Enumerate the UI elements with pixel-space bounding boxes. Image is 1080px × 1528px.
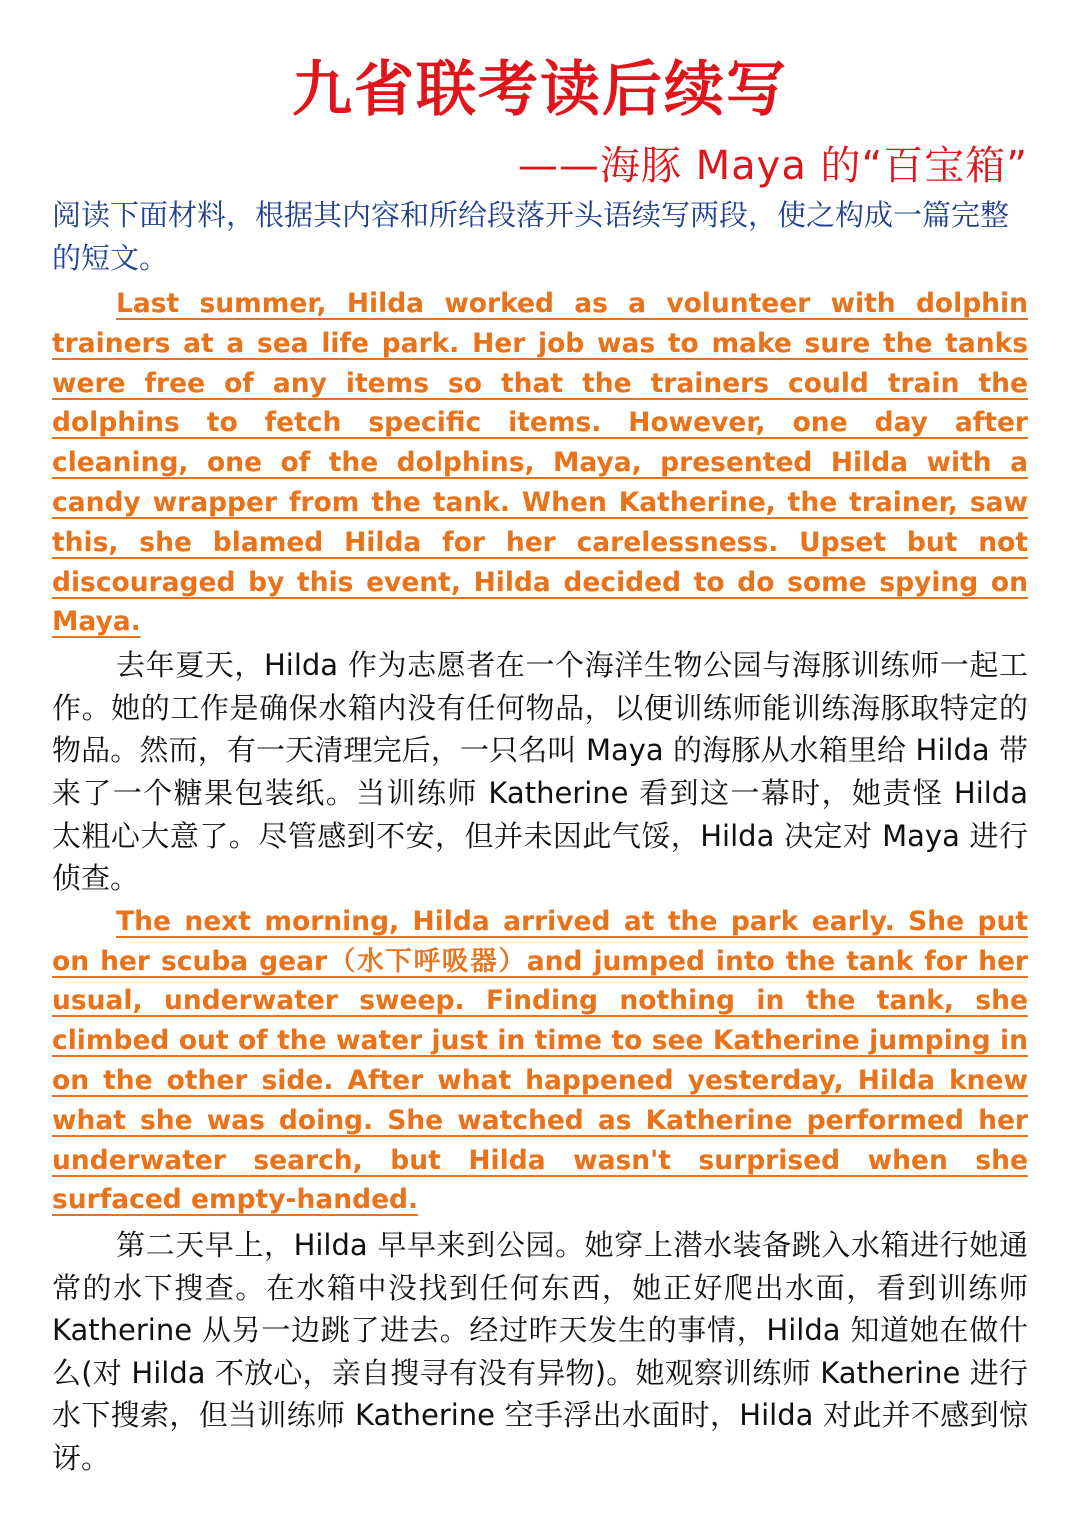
page-subtitle: ——海豚 Maya 的“百宝箱” [517, 143, 1028, 189]
page-title: 九省联考读后续写 [292, 55, 788, 125]
chinese-translation-2: 第二天早上，Hilda 早早来到公园。她穿上潜水装备跳入水箱进行她通常的水下搜查。在水箱中没找到任何东西，她正好爬出水面，看到训练师 Katherine 从另一边跳了进去。经过昨天发生的事情，Hilda 知道她在做什么(对 Hilda 不放心，亲自搜寻有没有异物)。她观察训练师 Katherine 进行水下搜索，但当训练师 Katherine 空手浮出水面时，Hilda 对此并不感到惊讶。 [52, 1228, 1028, 1476]
chinese-translation-1: 去年夏天，Hilda 作为志愿者在一个海洋生物公园与海豚训练师一起工作。她的工作是确保水箱内没有任何物品，以便训练师能训练海豚取特定的物品。然而，有一天清理完后，一只名叫 Maya 的海豚从水箱里给 Hilda 带来了一个糖果包装纸。当训练师 Katherine 看到这一幕时，她责怪 Hilda 太粗心大意了。尽管感到不安，但并未因此气馁，Hilda 决定对 Maya 进行侦查。 [52, 648, 1028, 896]
english-paragraph-1: Last summer, Hilda worked as a volunteer with dolphin trainers at a sea life park. Her job was to make sure the tanks were free of any items so that the trainers could train the dolphins to fetch specific items. However, one day after cleaning, one of the dolphins, Maya, presented Hilda with a candy wrapper from the tank. When Katherine, the trainer, saw this, she blamed Hilda for her carelessness. Upset but not discouraged by this event, Hilda decided to do some spying on Maya. [52, 288, 1028, 638]
english-paragraph-2: The next morning, Hilda arrived at the park early. She put on her scuba gear（水下呼吸器）and jumped into the tank for her usual, underwater sweep. Finding nothing in the tank, she climbed out of the water just in time to see Katherine jumping in on the other side. After what happened yesterday, Hilda knew what she was doing. She watched as Katherine performed her underwater search, but Hilda wasn't surprised when she surfaced empty-handed. [52, 905, 1028, 1216]
instruction-text: 阅读下面材料，根据其内容和所给段落开头语续写两段，使之构成一篇完整的短文。 [52, 198, 1010, 275]
